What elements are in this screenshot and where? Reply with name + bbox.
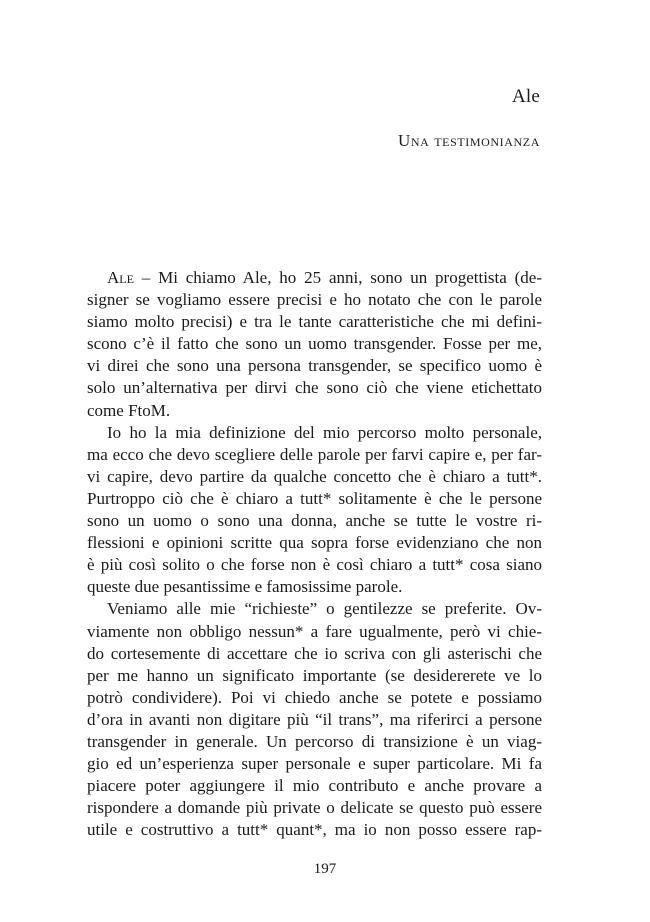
- text-line: Io ho la mia definizione del mio percorso molto personale,: [107, 422, 542, 442]
- text-line: viamente non obbligo nessun* a fare ugualmente, però vi chie-: [87, 621, 542, 641]
- text-line: vi direi che sono una persona transgender, se specifico uomo è: [87, 356, 542, 376]
- text-line: piacere poter aggiungere il mio contributo e anche provare a: [87, 776, 542, 796]
- text-line: d’ora in avanti non digitare più “il trans”, ma riferirci a persone: [87, 709, 542, 729]
- text-line: potrò condividere). Poi vi chiedo anche se potete e possiamo: [87, 687, 542, 707]
- text-line: Veniamo alle mie “richieste” o gentilezze se preferite. Ov-: [107, 599, 542, 619]
- text-line: gio ed un’esperienza super personale e super particolare. Mi fa: [87, 754, 542, 774]
- body-text: [87, 267, 542, 841]
- text-line: transgender in generale. Un percorso di transizione è un viag-: [87, 731, 542, 751]
- text-line: flessioni e opinioni scritte qua sopra forse evidenziano che non: [87, 533, 542, 553]
- text-line: utile e costruttivo a tutt* quant*, ma io non posso essere rap-: [87, 820, 542, 840]
- text-line: è più così solito o che forse non è così chiaro a tutt* cosa siano: [87, 555, 542, 575]
- text-line: Purtroppo ciò che è chiaro a tutt* solitamente è che le persone: [87, 488, 542, 508]
- chapter-author: Ale: [511, 86, 540, 107]
- page-number: 197: [313, 861, 337, 877]
- text-line: sono un uomo o sono una donna, anche se tutte le vostre ri-: [87, 511, 542, 531]
- text-line: come FtoM.: [87, 400, 171, 420]
- chapter-subtitle: Una testimonianza: [397, 131, 540, 150]
- text-line: signer se vogliamo essere precisi e ho notato che con le parole: [87, 290, 542, 310]
- text-line: solo un’alternativa per dirvi che sono ciò che viene etichettato: [87, 378, 542, 398]
- text-line: siamo molto precisi) e tra le tante caratteristiche che mi defini-: [87, 312, 542, 332]
- speaker-name: Ale: [107, 268, 134, 287]
- text-line: ma ecco che devo scegliere delle parole per farvi capire e, per far-: [87, 444, 542, 464]
- text-line: do cortesemente di accettare che io scriva con gli asterischi che: [87, 643, 542, 663]
- text-line: scono c’è il fatto che sono un uomo transgender. Fosse per me,: [87, 334, 542, 354]
- text-line: per me hanno un significato importante (se desidererete ve lo: [87, 665, 542, 685]
- text-line: Ale – Mi chiamo Ale, ho 25 anni, sono un progettista (de-: [107, 268, 542, 287]
- text-line: rispondere a domande più private o delicate se questo può essere: [87, 798, 542, 818]
- text-line: queste due pesantissime e famosissime parole.: [87, 577, 403, 597]
- text-line: vi capire, devo partire da qualche concetto che è chiaro a tutt*.: [87, 466, 542, 486]
